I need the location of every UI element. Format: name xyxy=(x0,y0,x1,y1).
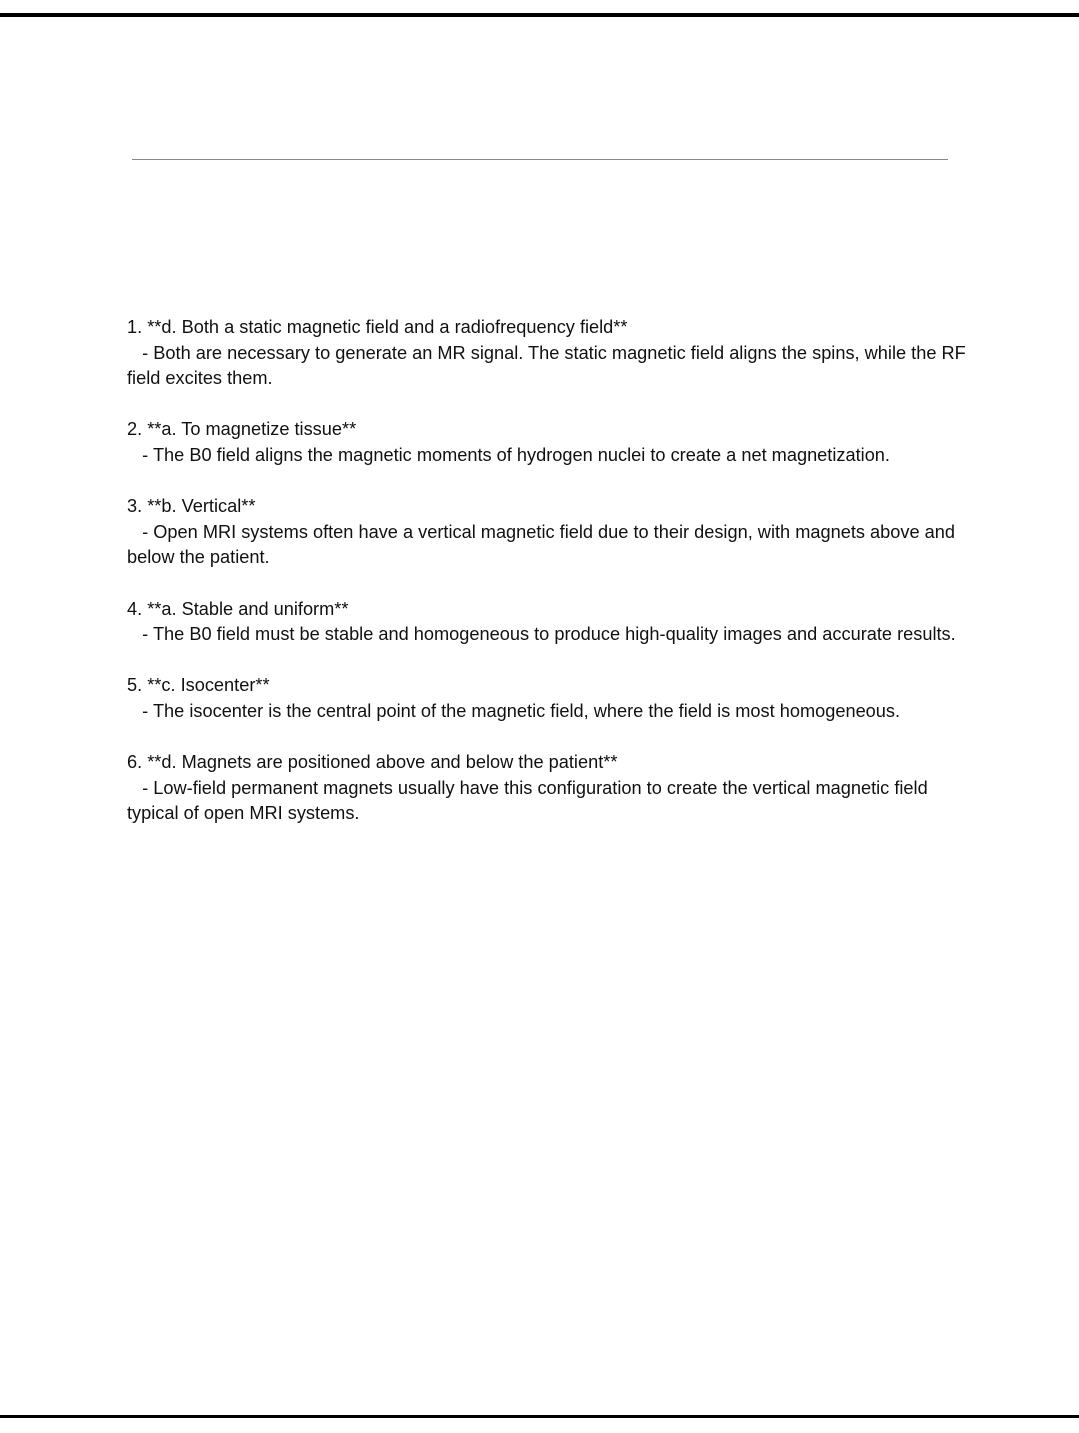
answer-title: 4. **a. Stable and uniform** xyxy=(127,598,349,619)
answer-title: 1. **d. Both a static magnetic field and a radiofrequency field** xyxy=(127,317,628,337)
answer-title: 3. **b. Vertical** xyxy=(127,496,256,517)
bottom-page-border xyxy=(0,1415,1079,1418)
answer-title: 5. **c. Isocenter** xyxy=(127,675,270,696)
answer-explanation: - The B0 field must be stable and homogeneous to produce high-quality images and accurate results. xyxy=(142,624,956,645)
answer-item-2 xyxy=(127,417,967,468)
answer-list xyxy=(127,315,967,852)
answer-item-4 xyxy=(127,597,967,648)
answer-title: 6. **d. Magnets are positioned above and below the patient** xyxy=(127,752,618,773)
answer-explanation: - Low-field permanent magnets usually have this configuration to create the vertical magnetic field typical of open MRI systems. xyxy=(127,777,928,824)
answer-explanation: - The isocenter is the central point of the magnetic field, where the field is most homogeneous. xyxy=(142,700,901,721)
answer-item-3 xyxy=(127,494,967,571)
answer-explanation: - Both are necessary to generate an MR signal. The static magnetic field aligns the spins, while the RF field excites them. xyxy=(127,342,966,389)
top-page-border xyxy=(0,13,1079,17)
header-divider xyxy=(132,159,948,160)
answer-explanation: - The B0 field aligns the magnetic moments of hydrogen nuclei to create a net magnetization. xyxy=(142,444,890,465)
answer-item-1 xyxy=(127,315,967,392)
answer-title: 2. **a. To magnetize tissue** xyxy=(127,419,357,440)
answer-item-6 xyxy=(127,750,967,827)
answer-explanation: - Open MRI systems often have a vertical magnetic field due to their design, with magnets above and below the patient. xyxy=(127,521,955,568)
answer-item-5 xyxy=(127,673,967,724)
